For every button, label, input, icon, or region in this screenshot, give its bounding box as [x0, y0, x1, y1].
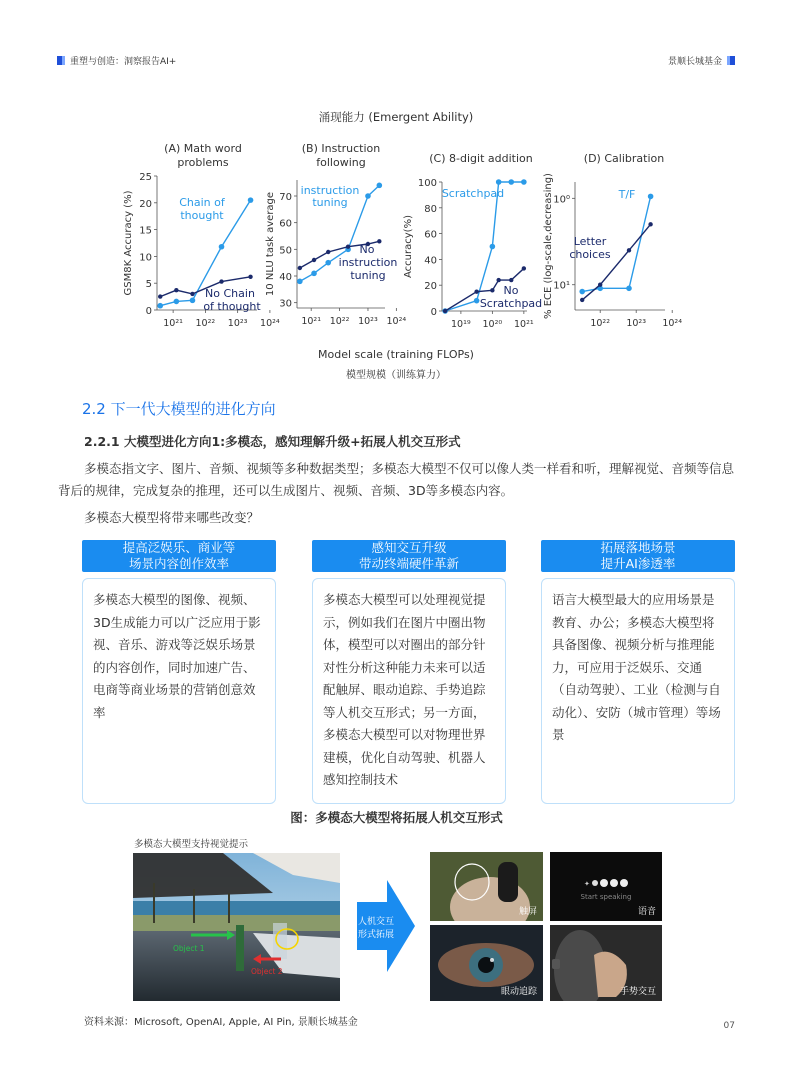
- visual-prompt-photo: [133, 853, 340, 1001]
- box-entertainment: [82, 540, 276, 804]
- chart-ytick-label-1: 70: [279, 192, 292, 203]
- chart-point-0-0: [219, 244, 225, 250]
- box-interaction: [312, 540, 506, 804]
- chart-point-1-1: [312, 258, 316, 262]
- chart-point-2-1: [496, 278, 500, 282]
- chart-point-1-0: [297, 279, 303, 285]
- page-header: [0, 54, 793, 70]
- chart-point-2-1: [490, 288, 494, 292]
- chart-ytick-label-1: 30: [279, 298, 292, 310]
- chart-point-3-0: [626, 285, 632, 291]
- chart-xtick-label-2: 10²⁰: [482, 319, 503, 330]
- chart-point-2-1: [509, 278, 513, 282]
- chart-series-label-1: tuning: [350, 269, 386, 282]
- chart-xtick-label-2: 10¹⁹: [451, 319, 471, 330]
- chart-ylabel-0: GSM8K Accuracy (%): [123, 190, 134, 296]
- box-interaction-body: 多模态大模型可以处理视觉提示，例如我们在图片中圈出物体，模型可以对圈出的部分针对性分析这种能力未来可以适配触屏、眼动追踪、手势追踪等人机交互形式；另一方面，多模态大模型可以对物理世界建模，优化自动驾驶、机器人感知控制技术: [312, 578, 506, 804]
- subsection-title: 2.2.1 大模型进化方向1:多模态，感知理解升级+拓展人机交互形式: [84, 434, 461, 449]
- chart-series-label-3: choices: [569, 248, 611, 261]
- paragraph-intro: 多模态指文字、图片、音频、视频等多种数据类型；多模态大模型不仅可以像人类一样看和听，理解视觉、音频等信息背后的规律，完成复杂的推理，还可以生成图片、视频、音频、3D等多模态内容。: [58, 461, 735, 498]
- chart-series-label-1: tuning: [312, 196, 348, 209]
- chart-point-1-1: [326, 250, 330, 254]
- chart-series-label-1: instruction: [300, 184, 360, 197]
- chart-point-2-1: [443, 309, 447, 313]
- chart-ytick-label-2: 0: [430, 307, 437, 318]
- chart-point-3-1: [598, 283, 602, 287]
- chart-point-2-0: [508, 179, 514, 185]
- chart-ytick-label-3: 10¹: [553, 280, 570, 292]
- chart-series-label-0: No Chain: [205, 287, 255, 300]
- chart-point-1-0: [365, 193, 371, 199]
- chart-series-label-0: of thought: [203, 300, 261, 313]
- chart-series-label-3: T/F: [618, 188, 636, 201]
- chart-ytick-label-2: 100: [417, 178, 437, 189]
- chart-point-3-0: [579, 289, 585, 295]
- chart-series-label-1: instruction: [338, 256, 398, 269]
- thumb-voice: [550, 852, 662, 921]
- chart-title-2: (C) 8-digit addition: [429, 152, 533, 165]
- chart-point-2-0: [490, 244, 496, 250]
- chart-series-label-1: No: [359, 243, 375, 256]
- thumb-voice-label: 语音: [637, 907, 656, 917]
- chart-point-0-1: [158, 294, 162, 298]
- chart-ytick-label-0: 0: [145, 306, 152, 317]
- visual-prompt-label: 多模态大模型支持视觉提示: [134, 839, 249, 850]
- chart-series-label-2: Scratchpad: [479, 297, 543, 310]
- emergent-ability-figure: [0, 100, 793, 385]
- chart-xtick-label-1: 10²¹: [301, 316, 322, 327]
- chart-point-1-1: [298, 266, 302, 270]
- source-note: 资料来源：Microsoft, OpenAI, Apple, AI Pin, 景顺长城基金: [84, 1017, 358, 1028]
- chart-point-0-0: [190, 298, 196, 304]
- chart-ytick-label-0: 20: [139, 198, 152, 210]
- chart-point-2-0: [521, 179, 527, 185]
- chart-xtick-label-3: 10²²: [590, 318, 611, 329]
- chart-title-3: (D) Calibration: [583, 152, 665, 165]
- arrow-label-line1: 人机交互: [357, 917, 395, 927]
- chart-ytick-label-0: 25: [139, 172, 152, 183]
- header-right-bar: [730, 56, 735, 65]
- svg-text:✦: ✦: [584, 880, 590, 888]
- chart-point-2-0: [474, 298, 480, 304]
- chart-ylabel-2: Accuracy(%): [403, 215, 414, 278]
- chart-series-label-0: thought: [180, 209, 224, 222]
- chart-point-1-0: [325, 260, 331, 266]
- chart-ytick-label-2: 60: [424, 229, 437, 241]
- chart-series-label-3: Letter: [573, 235, 607, 248]
- chart-xtick-label-3: 10²³: [626, 318, 647, 329]
- object-1-label: Object 1: [173, 944, 205, 953]
- chart-point-2-1: [474, 289, 478, 293]
- box-scenarios-head1: 拓展落地场景: [600, 540, 676, 555]
- interaction-arrow: [357, 880, 417, 972]
- figure-title: 涌现能力 (Emergent Ability): [318, 110, 474, 124]
- chart-point-0-0: [157, 303, 163, 309]
- chart-ytick-label-2: 80: [424, 203, 437, 215]
- chart-ytick-label-3: 10⁰: [553, 194, 570, 206]
- chart-xtick-label-1: 10²²: [329, 316, 350, 327]
- chart-panel-3: [543, 152, 682, 329]
- chart-xtick-label-3: 10²⁴: [662, 318, 683, 329]
- figure-caption: 图：多模态大模型将拓展人机交互形式: [290, 810, 503, 825]
- thumb-gesture: [550, 925, 662, 1001]
- voice-caption: Start speaking: [580, 893, 632, 901]
- chart-point-0-1: [219, 279, 223, 283]
- chart-title-1: following: [316, 156, 366, 169]
- chart-ytick-label-1: 50: [279, 245, 292, 257]
- chart-point-3-1: [648, 222, 652, 226]
- paragraph-question: 多模态大模型将带来哪些改变？: [84, 510, 260, 525]
- chart-ytick-label-2: 40: [424, 255, 437, 267]
- chart-ytick-label-1: 40: [279, 272, 292, 283]
- box-entertainment-body: 多模态大模型的图像、视频、3D生成能力可以广泛应用于影视、音乐、游戏等泛娱乐场景的内容创作，同时加速广告、电商等商业场景的营销创意效率: [82, 578, 276, 804]
- chart-point-0-1: [174, 288, 178, 292]
- box-interaction-head1: 感知交互升级: [371, 540, 447, 555]
- chart-point-0-1: [190, 292, 194, 296]
- box-interaction-head2: 带动终端硬件革新: [358, 556, 459, 571]
- chart-point-1-1: [346, 244, 350, 248]
- chart-ytick-label-0: 5: [145, 279, 152, 291]
- chart-point-2-1: [522, 266, 526, 270]
- chart-xtick-label-0: 10²²: [195, 318, 216, 329]
- chart-panel-1: [265, 142, 406, 327]
- box-scenarios: [541, 540, 735, 804]
- page-number: 07: [723, 1021, 735, 1031]
- chart-ytick-label-2: 20: [424, 281, 437, 293]
- thumb-touch: [430, 852, 543, 921]
- box-scenarios-head2: 提升AI渗透率: [600, 556, 676, 571]
- chart-point-1-0: [377, 183, 383, 189]
- chart-xtick-label-1: 10²³: [358, 316, 378, 327]
- arrow-label-line2: 形式拓展: [357, 930, 395, 940]
- chart-point-0-0: [174, 299, 180, 305]
- chart-panel-0: [123, 142, 280, 329]
- chart-xtick-label-2: 10²¹: [513, 319, 534, 330]
- section-title: 2.2 下一代大模型的进化方向: [82, 400, 276, 418]
- chart-point-3-0: [648, 194, 654, 200]
- chart-xtick-label-0: 10²³: [227, 318, 248, 329]
- thumb-touch-label: 触屏: [518, 907, 537, 917]
- thumb-eye: [430, 925, 543, 1001]
- chart-title-0: (A) Math word: [164, 142, 242, 155]
- header-left-text: 重塑与创造：洞察报告AI+: [70, 57, 177, 67]
- chart-point-1-1: [377, 239, 381, 243]
- figure-xlabel-en: Model scale (training FLOPs): [318, 348, 474, 361]
- beach-table-scene: [133, 853, 340, 1001]
- thumb-gesture-label: 手势交互: [619, 987, 656, 997]
- chart-ytick-label-0: 10: [139, 252, 152, 264]
- chart-panel-2: [403, 152, 542, 330]
- header-right-text: 景顺长城基金: [667, 57, 722, 67]
- chart-point-2-0: [496, 179, 502, 185]
- chart-ytick-label-1: 60: [279, 218, 292, 230]
- chart-xtick-label-1: 10²⁴: [386, 316, 407, 327]
- thumb-eye-label: 眼动追踪: [500, 987, 537, 997]
- chart-series-label-0: Chain of: [179, 196, 225, 209]
- chart-series-label-2: Scratchpad: [441, 187, 505, 200]
- chart-point-0-1: [248, 275, 252, 279]
- box-scenarios-body: 语言大模型最大的应用场景是教育、办公；多模态大模型将具备图像、视频分析与推理能力，可应用于泛娱乐、交通（自动驾驶）、工业（检测与自动化）、安防（城市管理）等场景: [541, 578, 735, 804]
- chart-point-3-1: [627, 248, 631, 252]
- chart-xtick-label-0: 10²⁴: [260, 318, 280, 329]
- box-interaction-header: [312, 540, 506, 572]
- chart-ytick-label-0: 15: [139, 225, 152, 237]
- box-scenarios-header: [541, 540, 735, 572]
- chart-title-1: (B) Instruction: [301, 142, 381, 155]
- figure-xlabel-cn: 模型规模（训练算力）: [346, 370, 446, 381]
- chart-series-label-2: No: [503, 284, 519, 297]
- box-entertainment-header: [82, 540, 276, 572]
- chart-ylabel-1: 10 NLU task average: [265, 191, 276, 297]
- object-2-label: Object 2: [251, 967, 283, 976]
- chart-title-0: problems: [177, 156, 229, 169]
- box-entertainment-head2: 场景内容创作效率: [128, 556, 229, 571]
- chart-xtick-label-0: 10²¹: [163, 318, 183, 329]
- chart-point-3-1: [580, 298, 584, 302]
- box-entertainment-head1: 提高泛娱乐、商业等: [122, 540, 236, 555]
- header-left-bar-light: [62, 56, 65, 65]
- chart-point-0-0: [248, 197, 254, 203]
- chart-point-1-0: [311, 271, 317, 277]
- chart-ylabel-3: % ECE (log-scale,decreasing): [543, 173, 554, 319]
